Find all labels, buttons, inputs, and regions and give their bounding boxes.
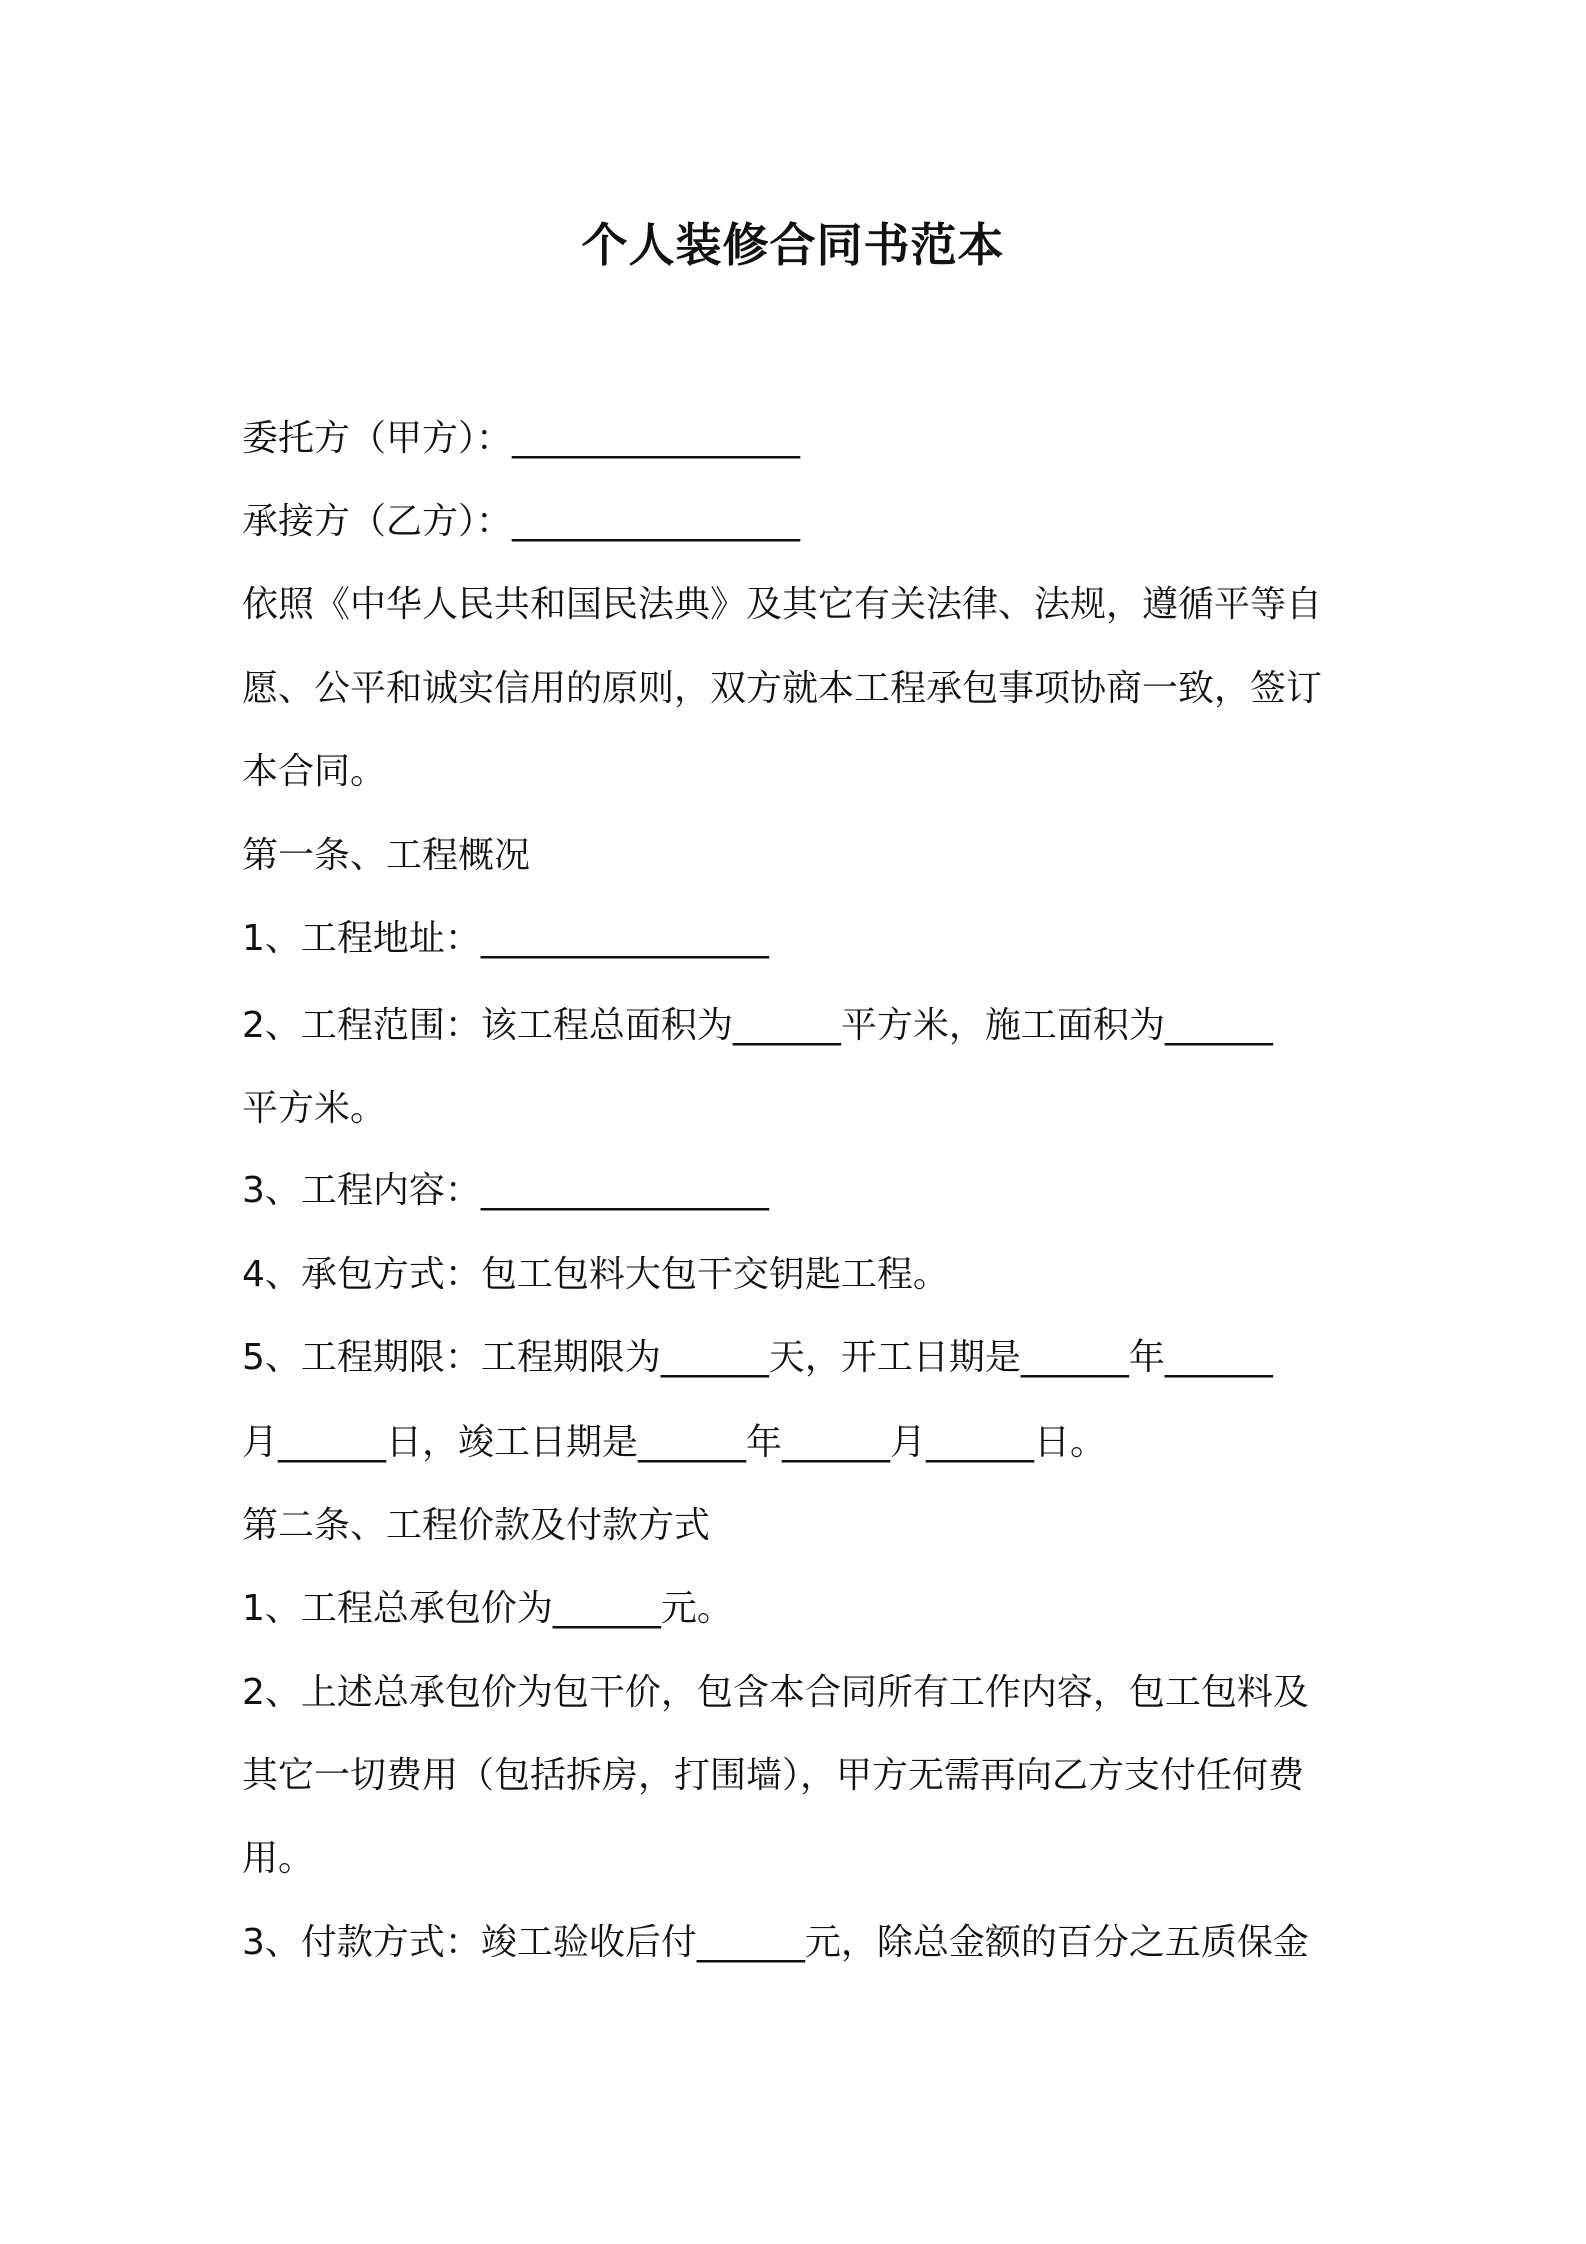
client-party-line: 委托方（甲方）：________________ [242, 418, 801, 459]
clause-line: 1、工程地址：________________ [242, 918, 769, 959]
contractor-party-line: 承接方（乙方）：________________ [242, 501, 801, 542]
clause-line: 5、工程期限：工程期限为______天，开工日期是______年______ [242, 1337, 1273, 1378]
clause-line: 1、工程总承包价为______元。 [242, 1588, 733, 1629]
article-heading: 第一条、工程概况 [242, 835, 531, 876]
clause-line: 其它一切费用（包括拆房，打围墙），甲方无需再向乙方支付任何费 [242, 1755, 1305, 1796]
preamble-line: 本合同。 [242, 751, 387, 792]
clause-line: 3、付款方式：竣工验收后付______元，除总金额的百分之五质保金 [242, 1922, 1309, 1963]
clause-line: 4、承包方式：包工包料大包干交钥匙工程。 [242, 1254, 949, 1295]
document-title: 个人装修合同书范本 [581, 218, 1005, 272]
preamble-line: 愿、公平和诚实信用的原则，双方就本工程承包事项协商一致，签订 [242, 668, 1323, 709]
preamble-line: 依照《中华人民共和国民法典》及其它有关法律、法规，遵循平等自 [242, 584, 1323, 625]
clause-line: 月______日，竣工日期是______年______月______日。 [242, 1422, 1107, 1463]
clause-line: 用。 [242, 1838, 315, 1879]
clause-line: 平方米。 [242, 1088, 387, 1129]
article-heading: 第二条、工程价款及付款方式 [242, 1505, 711, 1546]
clause-line: 2、工程范围：该工程总面积为______平方米，施工面积为______ [242, 1005, 1273, 1046]
clause-line: 3、工程内容：________________ [242, 1170, 769, 1211]
clause-line: 2、上述总承包价为包干价，包含本合同所有工作内容，包工包料及 [242, 1672, 1309, 1713]
